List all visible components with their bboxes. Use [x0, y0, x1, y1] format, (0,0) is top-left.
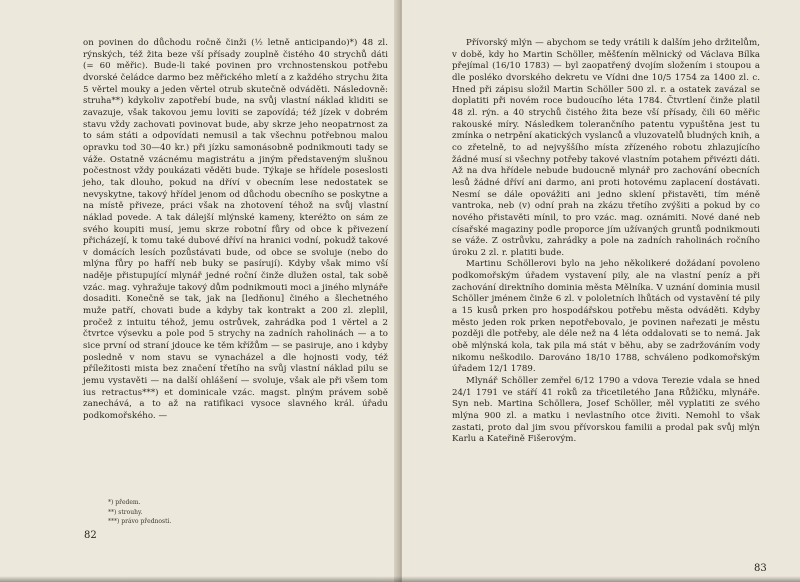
left-paragraph: on povinen do důchodu ročně činži (½ letně anticipando)*) 48 zl. rýnských, též žita beze vší přísady zouplně čistého 40 strychů dáti (= 60 měřic). Bude-li také povinen pro vrchnostenskou potřebu dvorské čeládce darmo bez měřického mletí a z každého strychu žita 5 věrtel mouky a jeden věrtel otrub skutečně odváděti. Následovně: struha**) kdykoliv zapotřebí bude, na svůj vlastní náklad kliditi se zavazuje, však takovou jemu loviti se zapovídá; též jízek v dobrém stavu vždy zachovati povinovat bude, aby skrze jeho neopatrnost za to sám státi a odpovídati nemusil a tak všechnu potřebnou malou opravku tod 30—40 kr.) při jízku samonásobně podnikmouti tady se váže. Ostatně vzácnému magistrátu a jiným představeným slušnou počestnost vždy poukázati věděti bude. Týkaje se hřídele poseslosti jeho, tak dlouho, pokud na dříví v obecním lese nedostatek se nevyskytne, takový hřídel jenom od důchodu obecního se poskytne a na místě přiveze, práci však na zhotovení téhož na svůj vlastní náklad povede. A tak dálejší mlýnské kameny, kteréžto on sám ze svého koupiti musí, jemu skrze robotní fůry od obce k přivezení přicházejí, k tomu také dubové dříví na hranici vodní, pokudž takové v domácích lesích pozůstávati bude, od obce se svoluje (nebo do mlýna fůry po hafří neb buky se pasírují). Kdyby však mimo vší naděje přistupující mlynář jedné roční činže dlužen ostal, tak sobě vzác. mag. vyhražuje takový dům podnikmouti moci a jiného mlynáře dosaditi. Konečně se tak, jak na [ledňonu] činého a šlechetného muže patří, chovati bude a kdyby tak kontrakt a 200 zl. zleplil, pročež z intuitu téhož, jemu ostrůvek, zahrádka pod 1 věrtel a 2 čtvrtce výsevku a pole pod 5 strychy na zadních raholinách — a to sice první od straní jdouce ke těm křížům — se pasiruje, ano i kdyby posledně v nom stavu se vynacházel a dle hojnosti vody, též příležitosti mista bez značení třetího na svůj vlastní náklad pilu se jemu vystavěti — na další ohlášení — svoluje, však ale při všem tom ius retractus***) et dominicale vzác. magst. plným právem sobě zanechává, a to až na ratifikaci vysoce slavného král. úřadu podkomořského. —	[83, 38, 388, 421]
right-paragraph: Martinu Schöllerovi bylo na jeho několikeré dožádaní povoleno podkomořským úřadem vystavení pily, ale na vlastní peníz a při zachování direktního dominia města Mělníka. V uznání dominia musil Schöller jménem činže 6 zl. v pololetních lhůtách od vystavění té pily a 15 kusů prken pro hospodářskou potřebu města odváděti. Kdyby město jeden rok prken nepotřebovalo, je povinen nařezati je městu později dle potřeby, ale déle než na 4 léta oddalovati se to nemá. Jak obě mlýnská kola, tak pila má stát v běhu, aby se zadržováním vody nikomu neškodilo. Darováno 18/10 1788, schváleno podkomořským úřadem 12/1 1789.	[452, 259, 760, 375]
footnote: *) předem.	[108, 499, 141, 506]
right-page-body	[452, 38, 760, 446]
right-page	[402, 0, 800, 582]
footnote: ***) právo přednosti.	[108, 518, 172, 525]
left-page-body	[83, 38, 388, 423]
left-page-number: 82	[84, 530, 97, 541]
right-paragraph: Mlynář Schöller zemřel 6/12 1790 a vdova Terezie vdala se hned 24/1 1791 ve stáří 41 roků za třicetiletého Jana Růžičku, mlynáře. Syn neb. Martina Schöllera, Josef Schöller, měl vyplatiti ze svého mlýna 900 zl. a matku i nevlastního otce živiti. Nemohl to však zastati, proto dal jim svou přívorskou familii a prodal pak svůj mlýn Karlu a Kateřině Fišerovým.	[452, 376, 760, 445]
right-page-number: 83	[754, 563, 767, 574]
footnote: **) strouhy.	[108, 508, 143, 516]
left-page	[0, 0, 398, 582]
left-footnotes	[108, 498, 171, 527]
page-edge-shadow	[0, 576, 800, 582]
right-paragraph: Přívorský mlýn — abychom se tedy vrátili k dalším jeho držitelům, v době, kdy ho Martin Schöller, měšťenín mělnický od Václava Bílka přejímal (16/10 1783) — byl zaopatřený dvojím složením i stoupou a dle posléko dvorského dekretu ve Vídni dne 10/5 1754 za 1400 zl. c. Hned při zápisu složil Martin Schöller 500 zl. r. a ostatek zavázal se doplatiti při novém roce budoucího léta 1784. Čtvrtlení činže platil 48 zl. rýn. a 40 strychů čistého žita beze vší přísady, čili 60 měřic rakouské míry. Následkem tolerančního patentu vypuštěna jest tu zmínka o netrpění akatických vyslanců a vluzovatelů bludných knih, a co zřetelně, to ad nejvyššího místa zřízeného robotu zhlazujícího žádné musí si všechny potřeby takové vlastním potahem přivézti dáti. Až na dva hřídele nebude budoucně mlynář pro zachování obecních lesů žádné dříví ani darmo, ani proti hotovému zaplacení dostávati. Nesmí se dále opovážiti ani jedno sklení přistavěti, tím méně vantroka, neb (v) odní prah na zkázu třetího zvýšiti a pokud by co nového přistavěti mínil, to pro vzác. mag. oznámiti. Nové dané neb císařské magaziny podle proporce jím užívaných gruntů podnikmouti se váže. Z ostrůvku, zahrádky a pole na zadních raholinách ročního úroku 2 zl. r. platiti bude.	[452, 38, 760, 258]
